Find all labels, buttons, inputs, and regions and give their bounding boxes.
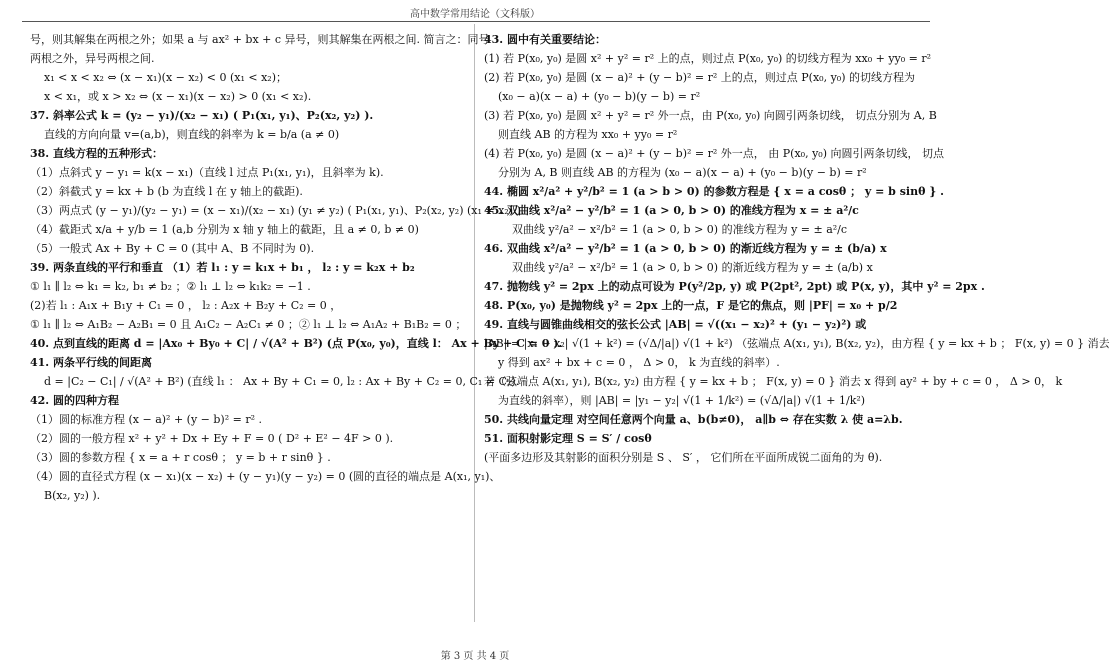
left-text-line: (2)若 l₁ : A₁x + B₁y + C₁ = 0 ， l₂ : A₂x + B₂y + C₂ = 0 ， <box>30 299 342 312</box>
right-text-line: 44. 椭圆 x²/a² + y²/b² = 1 (a > b > 0) 的参数方程是 { x = a cosθ ； y = b sinθ } . <box>484 185 944 198</box>
right-text-line: (4) 若 P(x₀, y₀) 是圆 (x − a)² + (y − b)² = r² 外一点， 由 P(x₀, y₀) 向圆引两条切线， 切点 <box>484 147 944 160</box>
left-text-line: x₁ < x < x₂ ⇔ (x − x₁)(x − x₂) < 0 (x₁ < x₂)； <box>44 71 288 84</box>
right-text-line: 51. 面积射影定理 S = S′ / cosθ <box>484 432 652 445</box>
right-text-line: 双曲线 y²/a² − x²/b² = 1 (a > 0, b > 0) 的准线方程为 y = ± a²/c <box>512 223 848 236</box>
left-text-line: x < x₁，或 x > x₂ ⇔ (x − x₁)(x − x₂) > 0 (x₁ < x₂). <box>44 90 312 103</box>
left-text-line: 38. 直线方程的五种形式： <box>30 147 163 160</box>
right-text-line: 则直线 AB 的方程为 xx₀ + yy₀ = r² <box>498 128 678 141</box>
left-text-line: ① l₁ ∥ l₂ ⇔ k₁ = k₂, b₁ ≠ b₂ ；② l₁ ⊥ l₂ ⇔ k₁k₂ = −1 . <box>30 280 311 293</box>
right-text-line: 若（弦端点 A(x₁, y₁), B(x₂, y₂) 由方程 { y = kx + b ； F(x, y) = 0 } 消去 x 得到 ay² + by + c = 0 ， Δ > 0， k <box>484 375 1063 388</box>
left-text-line: （5）一般式 Ax + By + C = 0 (其中 A、B 不同时为 0). <box>30 242 315 255</box>
left-text-line: （1）圆的标准方程 (x − a)² + (y − b)² = r² . <box>30 413 262 426</box>
page-footer: 第 3 页 共 4 页 <box>440 651 510 662</box>
left-text-line: 号，则其解集在两根之外；如果 a 与 ax² + bx + c 异号，则其解集在两根之间. 简言之：同号 <box>30 33 490 46</box>
right-text-line: 43. 圆中有关重要结论： <box>484 33 606 46</box>
right-text-line: 50. 共线向量定理 对空间任意两个向量 a、b(b≠0)， a∥b ⇔ 存在实数 λ 使 a=λb. <box>484 413 903 426</box>
right-column <box>484 30 1110 467</box>
left-text-line: （4）圆的直径式方程 (x − x₁)(x − x₂) + (y − y₁)(y − y₂) = 0 (圆的直径的端点是 A(x₁, y₁)、 <box>30 470 501 483</box>
left-text-line: （3）两点式 (y − y₁)/(y₂ − y₁) = (x − x₁)/(x₂ − x₁) (y₁ ≠ y₂) ( P₁(x₁, y₁)、P₂(x₂, y₂) (x₁ ≠ x₂) ). <box>30 204 525 217</box>
column-divider <box>474 24 475 622</box>
left-text-line: （2）斜截式 y = kx + b (b 为直线 l 在 y 轴上的截距). <box>30 185 303 198</box>
left-text-line: 39. 两条直线的平行和垂直 （1）若 l₁ : y = k₁x + b₁ ， l₂ : y = k₂x + b₂ <box>30 261 415 274</box>
left-text-line: 两根之外，异号两根之间. <box>30 52 155 65</box>
right-text-line: y 得到 ax² + bx + c = 0 ， Δ > 0， k 为直线的斜率）. <box>498 356 780 369</box>
right-text-line: 双曲线 y²/a² − x²/b² = 1 (a > 0, b > 0) 的渐近线方程为 y = ± (a/b) x <box>512 261 873 274</box>
left-text-line: （1）点斜式 y − y₁ = k(x − x₁)（直线 l 过点 P₁(x₁, y₁)，且斜率为 k). <box>30 166 384 179</box>
right-text-line: (1) 若 P(x₀, y₀) 是圆 x² + y² = r² 上的点，则过点 P(x₀, y₀) 的切线方程为 xx₀ + yy₀ = r² <box>484 52 932 65</box>
right-text-line: 49. 直线与圆锥曲线相交的弦长公式 |AB| = √((x₁ − x₂)² + (y₁ − y₂)²) 或 <box>484 318 867 331</box>
left-text-line: （4）截距式 x/a + y/b = 1 (a,b 分别为 x 轴 y 轴上的截距，且 a ≠ 0, b ≠ 0) <box>30 223 419 236</box>
left-text-line: （2）圆的一般方程 x² + y² + Dx + Ey + F = 0 ( D² + E² − 4F > 0 ). <box>30 432 394 445</box>
left-text-line: ① l₁ ∥ l₂ ⇔ A₁B₂ − A₂B₁ = 0 且 A₁C₂ − A₂C₁ ≠ 0 ；② l₁ ⊥ l₂ ⇔ A₁A₂ + B₁B₂ = 0 ； <box>30 318 467 331</box>
right-text-line: (2) 若 P(x₀, y₀) 是圆 (x − a)² + (y − b)² = r² 上的点，则过点 P(x₀, y₀) 的切线方程为 <box>484 71 915 84</box>
header-rule <box>22 21 930 22</box>
right-text-line: 46. 双曲线 x²/a² − y²/b² = 1 (a > 0, b > 0) 的渐近线方程为 y = ± (b/a) x <box>484 242 887 255</box>
right-text-line: 47. 抛物线 y² = 2px 上的动点可设为 P(y²/2p, y) 或 P(2pt², 2pt) 或 P(x, y)，其中 y² = 2px . <box>484 280 985 293</box>
right-text-line: (x₀ − a)(x − a) + (y₀ − b)(y − b) = r² <box>498 90 701 103</box>
right-text-line: 48. P(x₀, y₀) 是抛物线 y² = 2px 上的一点，F 是它的焦点，则 |PF| = x₀ + p/2 <box>484 299 898 312</box>
left-text-line: 41. 两条平行线的间距离 <box>30 356 152 369</box>
left-text-line: 42. 圆的四种方程 <box>30 394 119 407</box>
right-text-line: (3) 若 P(x₀, y₀) 是圆 x² + y² = r² 外一点，由 P(x₀, y₀) 向圆引两条切线， 切点分别为 A, B <box>484 109 937 122</box>
right-text-line: 45. 双曲线 x²/a² − y²/b² = 1 (a > 0, b > 0) 的准线方程为 x = ± a²/c <box>484 204 859 217</box>
left-text-line: B(x₂, y₂) ). <box>44 489 101 502</box>
left-text-line: （3）圆的参数方程 { x = a + r cosθ ； y = b + r sinθ } . <box>30 451 331 464</box>
right-text-line: 为直线的斜率），则 |AB| = |y₁ − y₂| √(1 + 1/k²) = (√Δ/|a|) √(1 + 1/k²) <box>498 394 866 407</box>
left-text-line: 直线的方向向量 v=(a,b)，则直线的斜率为 k = b/a (a ≠ 0) <box>44 128 340 141</box>
page-header: 高中数学常用结论（文科版） <box>410 9 540 20</box>
right-text-line: 分别为 A, B 则直线 AB 的方程为 (x₀ − a)(x − a) + (y₀ − b)(y − b) = r² <box>498 166 867 179</box>
left-text-line: 37. 斜率公式 k = (y₂ − y₁)/(x₂ − x₁) ( P₁(x₁, y₁)、P₂(x₂, y₂) ). <box>30 109 374 122</box>
right-text-line: |AB| = |x₁ − x₂| √(1 + k²) = (√Δ/|a|) √(1 + k²) （弦端点 A(x₁, y₁), B(x₂, y₂)，由方程 { y = kx + b ； F(x, y) = 0 } 消去 <box>484 337 1110 350</box>
right-text-line: (平面多边形及其射影的面积分别是 S 、 S′ ， 它们所在平面所成锐二面角的为 θ). <box>484 451 883 464</box>
left-text-line: d = |C₂ − C₁| / √(A² + B²) (直线 l₁ ： Ax + By + C₁ = 0, l₂ : Ax + By + C₂ = 0, C₁ ≠ C₂). <box>44 375 520 388</box>
left-text-line: 40. 点到直线的距离 d = |Ax₀ + By₀ + C| / √(A² + B²) (点 P(x₀, y₀)，直线 l： Ax + By + C = 0 ). <box>30 337 563 350</box>
